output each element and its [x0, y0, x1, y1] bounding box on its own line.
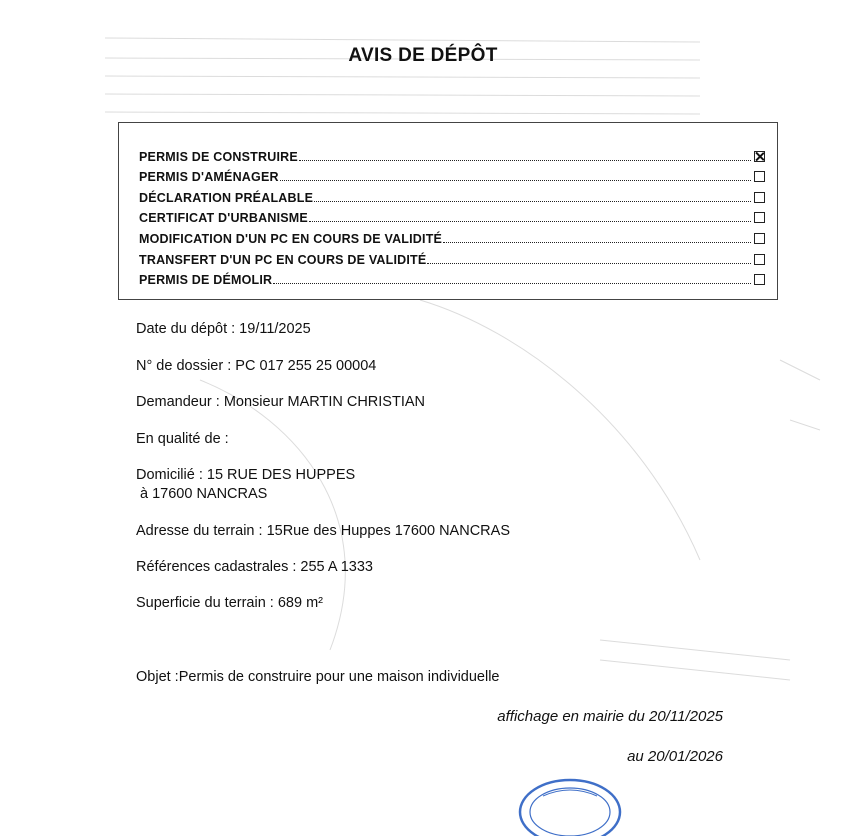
- permit-label: CERTIFICAT D'URBANISME: [139, 211, 308, 226]
- cadastral-references: Références cadastrales : 255 A 1333: [136, 559, 373, 575]
- dot-leader: [299, 160, 751, 161]
- permit-label: MODIFICATION D'UN PC EN COURS DE VALIDITÉ: [139, 231, 443, 246]
- posting-end: au 20/01/2026: [627, 748, 723, 765]
- deposit-date: Date du dépôt : 19/11/2025: [136, 321, 311, 337]
- dot-leader: [443, 242, 751, 243]
- checkbox-unchecked: [754, 233, 765, 244]
- domicile-line-2: à 17600 NANCRAS: [140, 486, 268, 502]
- posting-start: affichage en mairie du 20/11/2025: [497, 708, 723, 725]
- permit-item-declaration-prealable: [139, 184, 765, 205]
- permit-label: PERMIS D'AMÉNAGER: [139, 170, 279, 185]
- permit-label: DÉCLARATION PRÉALABLE: [139, 190, 314, 205]
- checkbox-unchecked: [754, 254, 765, 265]
- domicile-line-1: Domicilié : 15 RUE DES HUPPES: [136, 467, 356, 483]
- file-number: N° de dossier : PC 017 255 25 00004: [136, 358, 377, 374]
- checkbox-unchecked: [754, 192, 765, 203]
- town-hall-stamp: [515, 776, 625, 836]
- object: Objet :Permis de construire pour une maison individuelle: [136, 669, 500, 685]
- land-address: Adresse du terrain : 15Rue des Huppes 17600 NANCRAS: [136, 523, 510, 539]
- applicant: Demandeur : Monsieur MARTIN CHRISTIAN: [136, 394, 426, 410]
- dot-leader: [273, 283, 751, 284]
- permit-item-transfert-pc: [139, 246, 765, 267]
- dot-leader: [427, 263, 751, 264]
- land-area: Superficie du terrain : 689 m²: [136, 595, 323, 611]
- dot-leader: [280, 180, 751, 181]
- checkbox-unchecked: [754, 171, 765, 182]
- permit-item-certificat-durbanisme: [139, 205, 765, 226]
- dot-leader: [314, 201, 751, 202]
- permit-item-permis-de-demolir: [139, 267, 765, 288]
- permit-label: PERMIS DE CONSTRUIRE: [139, 149, 298, 164]
- permit-type-list: [139, 143, 765, 287]
- permit-type-box: [118, 122, 778, 300]
- dot-leader: [309, 221, 751, 222]
- permit-item-modification-pc: [139, 225, 765, 246]
- capacity: En qualité de :: [136, 431, 229, 447]
- permit-item-permis-damenager: [139, 164, 765, 185]
- permit-label: PERMIS DE DÉMOLIR: [139, 273, 273, 288]
- checkbox-unchecked: [754, 212, 765, 223]
- checkbox-unchecked: [754, 274, 765, 285]
- page-title: AVIS DE DÉPÔT: [348, 45, 498, 66]
- permit-item-permis-de-construire: [139, 143, 765, 164]
- permit-label: TRANSFERT D'UN PC EN COURS DE VALIDITÉ: [139, 252, 427, 267]
- checkbox-checked: [754, 151, 765, 162]
